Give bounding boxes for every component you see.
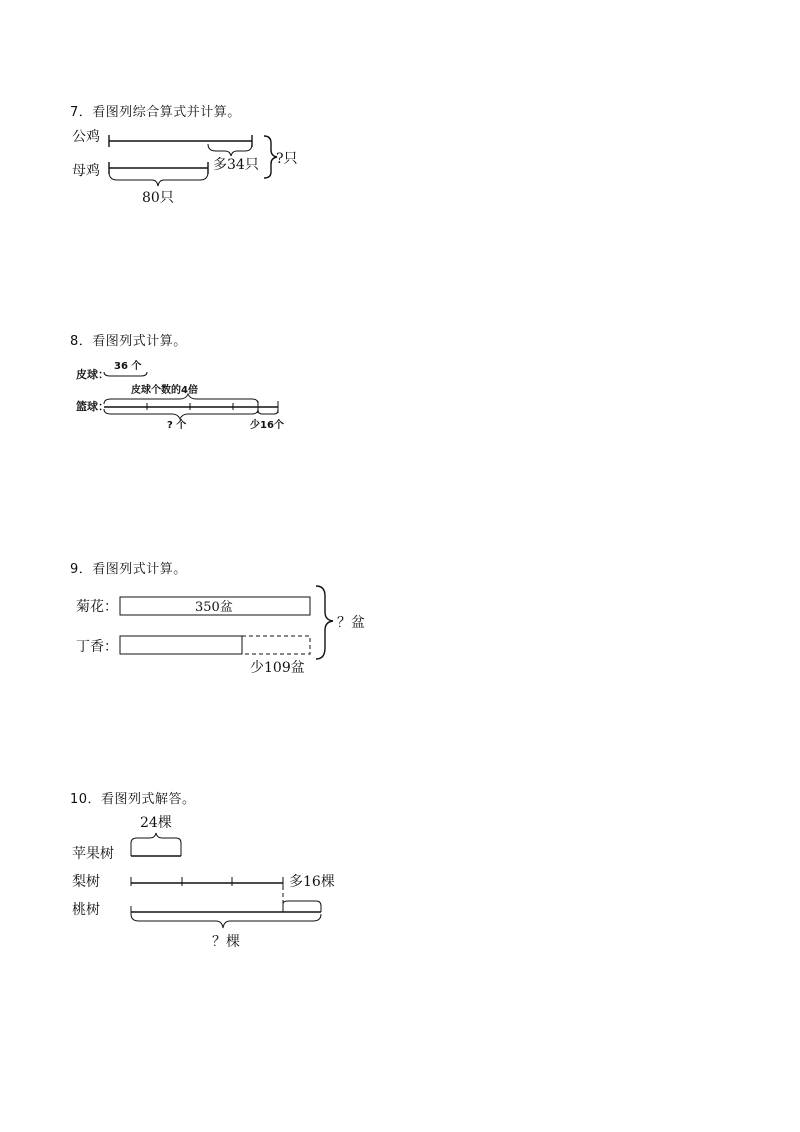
q10-more-bracket bbox=[283, 901, 321, 912]
q10-apple-brace bbox=[131, 833, 181, 856]
q8-unknown-label: ? 个 bbox=[167, 420, 187, 431]
q8-label-ball: 皮球： bbox=[76, 368, 109, 381]
q10-label-apple: 苹果树 bbox=[72, 846, 114, 862]
q8-label-basketball: 篮球： bbox=[76, 400, 109, 413]
q10-label-pear: 梨树 bbox=[72, 874, 100, 890]
q7-label-hen: 母鸡 bbox=[72, 163, 100, 179]
q10-total-label: ？棵 bbox=[212, 934, 240, 950]
q9-label-chrysanthemum: 菊花： bbox=[76, 599, 118, 615]
q9-title: 9．看图列式计算。 bbox=[70, 562, 187, 577]
q7-total-label: ?只 bbox=[276, 151, 298, 167]
q10-title: 10．看图列式解答。 bbox=[70, 792, 196, 807]
q7-title: 7．看图列综合算式并计算。 bbox=[70, 105, 241, 120]
q9-chrysanthemum-count: 350盆 bbox=[195, 600, 233, 615]
q7-more-label: 多34只 bbox=[213, 157, 259, 173]
q9-less-label: 少109盆 bbox=[250, 660, 305, 676]
q10-more-label: 多16棵 bbox=[289, 874, 335, 890]
q9-label-lilac: 丁香： bbox=[76, 639, 118, 655]
q10-label-peach: 桃树 bbox=[72, 902, 100, 918]
q8-times-label: 皮球个数的4倍 bbox=[131, 385, 198, 396]
q7-hen-count: 80只 bbox=[142, 190, 174, 206]
q9-total-label: ？盆 bbox=[337, 615, 365, 631]
q8-less-label: 少16个 bbox=[250, 420, 284, 431]
q10-apple-count: 24棵 bbox=[140, 815, 172, 831]
q10-total-brace bbox=[131, 914, 321, 928]
q8-ball-count: 36 个 bbox=[114, 361, 142, 372]
q8-title: 8．看图列式计算。 bbox=[70, 334, 187, 349]
q7-label-rooster: 公鸡 bbox=[72, 129, 100, 145]
